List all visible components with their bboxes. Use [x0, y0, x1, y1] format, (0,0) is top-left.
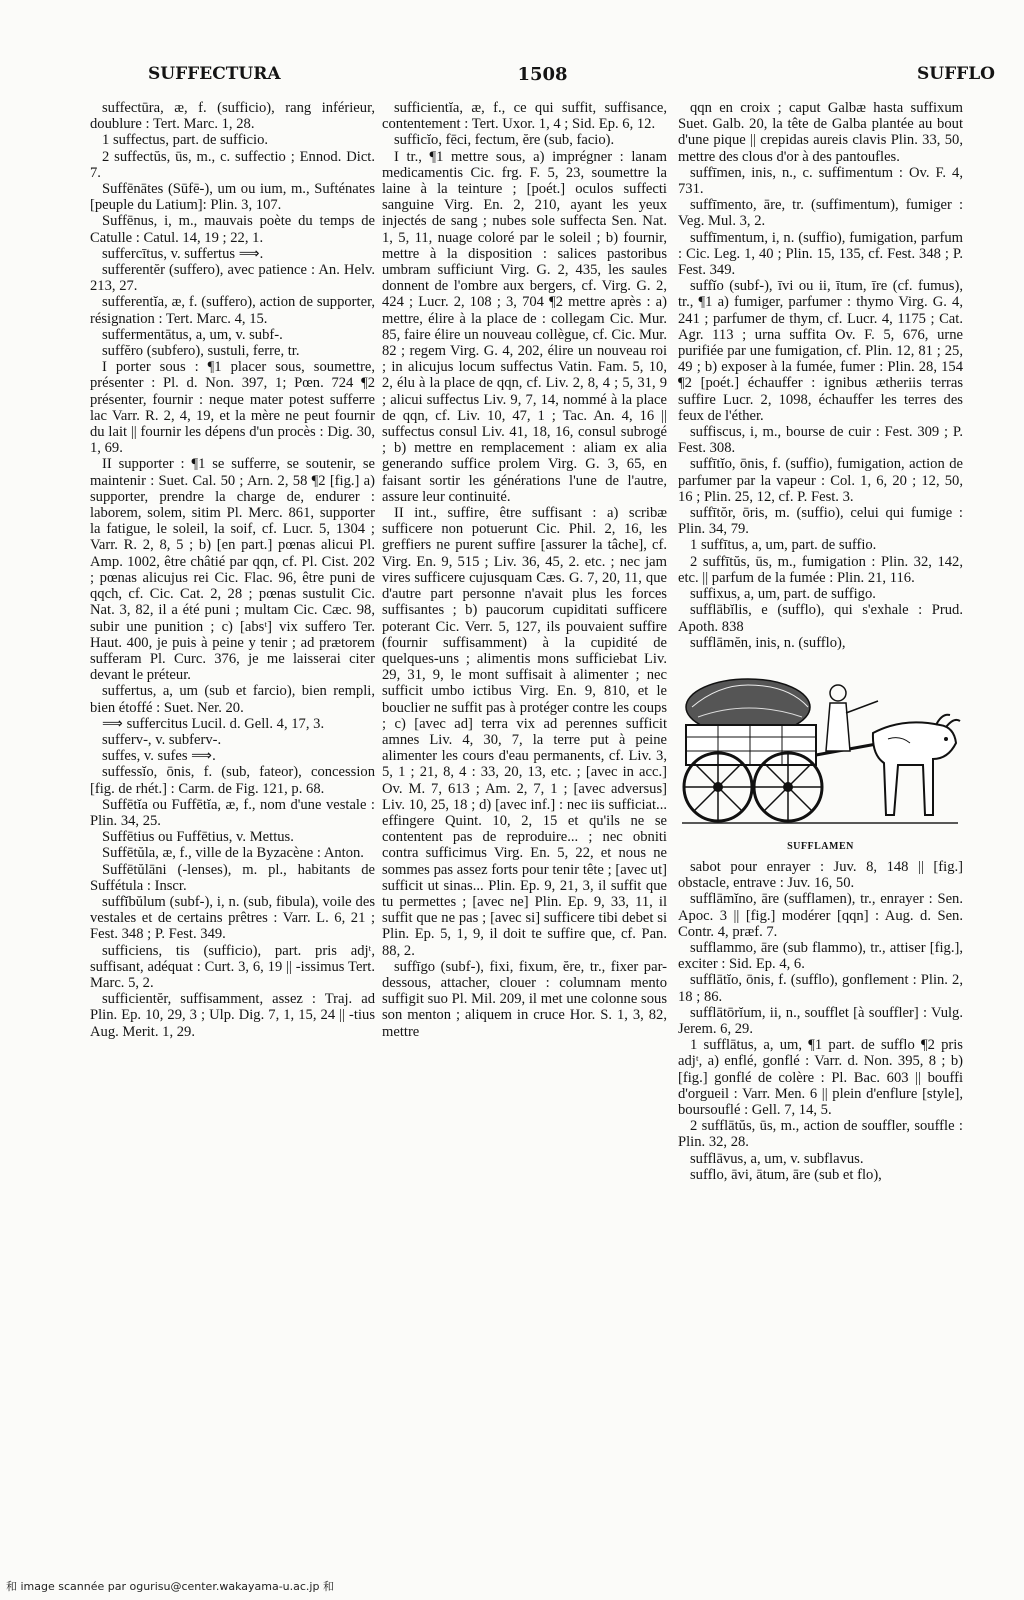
dictionary-entry: Suffētŭlāni (-lenses), m. pl., habitants de Suffétula : Inscr.	[90, 861, 375, 894]
dictionary-entry: I tr., ¶1 mettre sous, a) imprégner : lanam medicamentis Cic. frg. F. 5, 23, soumettre la laine à la teinture ; [poét.] oculos suffecti sanguine Virg. En. 2, 210, ayant les yeux injectés de sang ; nubes sole suffecta Sen. Nat. 1, 5, 11, nuage coloré par le soleil ; b) fournir, mettre à la disposition : salices pastoribus umbram sufficiunt Virg. G. 2, 435, les saules donnent de l'ombre aux bergers, cf. Virg. G. 2, 424 ; Lucr. 2, 108 ; 3, 704 ¶2 mettre après : a) mettre, élire à la place de : collegam Cic. Mur. 85, faire élire un nouveau collègue, cf. Cic. Mur. 82 ; regem Virg. G. 4, 202, élire un nouveau roi ; in alicujus locum suffectus Vatin. Fam. 5, 10, 2, élu à la place de qqn, cf. Liv. 2, 8, 4 ; 5, 31, 9 ; alicui suffectus Liv. 9, 7, 14, nommé à la place de qqn, cf. Liv. 10, 47, 1 ; Tac. An. 4, 16 || suffectus consul Liv. 41, 18, 16, consul subrogé ; b) mettre en remplacement : aliam ex alia generando suffice prolem Virg. G. 3, 65, en faisant sortir les générations l'une de l'autre, assure leur continuité.	[382, 148, 667, 505]
dictionary-entry: suffes, v. sufes ⟹.	[102, 748, 216, 765]
figure-caption: SUFFLAMEN	[787, 840, 854, 852]
dictionary-entry: suffĭo (subf-), īvi ou ii, ītum, īre (cf. fumus), tr., ¶1 a) fumiger, parfumer : thymo Virg. G. 4, 241 ; parfumer de thym, cf. Lucr. 4, 1175 ; Cat. Agr. 113 ; urna suffita Ov. F. 5, 676, urne purifiée par une fumigation, cf. Plin. 12, 81 ; 25, 49 ; b) exposer à la fumée, fumer : Plin. 28, 154 ¶2 [poét.] échauffer : ignibus ætheriis terras suffire Lucr. 2, 1098, échauffer les terres des feux de l'éther.	[678, 278, 963, 424]
dictionary-entry: suffīmen, inis, n., c. suffimentum : Ov. F. 4, 731.	[678, 164, 963, 198]
column-3	[678, 100, 963, 1555]
dictionary-entry: qqn en croix ; caput Galbæ hasta suffixum Suet. Galb. 20, la tête de Galba plantée au bout d'une pique || crepidas aureis clavis Plin. 33, 50, mettre des clous d'or à des pantoufles.	[678, 100, 963, 165]
dictionary-entry: sufficientĭa, æ, f., ce qui suffit, suffisance, contentement : Tert. Uxor. 1, 4 ; Sid. Ep. 6, 12.	[382, 100, 667, 133]
dictionary-entry: suffītŏr, ōris, m. (suffio), celui qui fumige : Plin. 34, 79.	[678, 505, 963, 538]
dictionary-entry: suffectūra, æ, f. (sufficio), rang inférieur, doublure : Tert. Marc. 1, 28.	[90, 100, 375, 133]
page-header	[90, 64, 995, 90]
dictionary-entry: II int., suffire, être suffisant : a) scribæ sufficere non potuerunt Cic. Phil. 2, 16, les greffiers ne purent suffire [assurer la tâche], cf. Virg. En. 9, 515 ; Liv. 36, 45, 2. etc. ; nec jam vires sufficere cujusquam Cæs. G. 7, 20, 11, que d'autre part personne n'avait plus les forces suffisantes ; b) paucorum cupiditati sufficere poterant Cic. Verr. 5, 127, ils pouvaient suffire (fournir suffisamment) à la cupidité de quelques-uns ; alimentis mons sufficiebat Liv. 29, 31, 9, le mont suffisait à alimenter ; nec sufficit umbo ictibus Virg. En. 9, 810, et le bouclier ne suffit pas à protéger contre les coups ; c) [avec ad] terra vix ad perennes sufficit amnes Liv. 4, 30, 7, la terre put à peine alimenter les cours d'eau permanents, cf. Liv. 3, 5, 1 ; 21, 8, 4 : 33, 20, 13, etc. ; [avec in acc.] Ov. M. 7, 613 ; Am. 2, 7, 1 ; [avec adversus] Liv. 10, 25, 18 ; d) [avec inf.] : nec iis sufficiat... effingere Quint. 10, 2, 15 et qu'ils ne se contentent pas de reproduire... ; nec obniti contra sufficimus Virg. En. 5, 22, et nous ne sommes pas assez forts pour tenir tête ; [avec ut] sufficit ut sinas... Plin. Ep. 9, 21, 3, il suffit que tu permettes ; [avec ne] Plin. Ep. 9, 33, 11, il suffit que ne pas ; [avec si] sufficere tibi debet si Plin. Ep. 5, 1, 9, il doit te suffire que, cf. Pan. 88, 2.	[382, 505, 667, 959]
dictionary-entry: suffītĭo, ōnis, f. (suffio), fumigation, action de parfumer par la vapeur : Col. 1, 6, 20 ; 12, 50, 16 ; Plin. 25, 12, cf. P. Fest. 3.	[678, 456, 963, 505]
dictionary-entry: suffixus, a, um, part. de suffigo.	[690, 586, 876, 603]
dictionary-entry: sufferv-, v. subferv-.	[102, 731, 222, 748]
dictionary-entry: sufflātōrĭum, ii, n., soufflet [à souffler] : Vulg. Jerem. 6, 29.	[678, 1004, 963, 1037]
dictionary-entry: ⟹ suffercitus Lucil. d. Gell. 4, 17, 3.	[102, 715, 325, 732]
dictionary-entry: sabot pour enrayer : Juv. 8, 148 || [fig.] obstacle, entrave : Juv. 16, 50.	[678, 858, 963, 892]
dictionary-entry: sufflammo, āre (sub flammo), tr., attiser [fig.], exciter : Sid. Ep. 4, 6.	[678, 939, 963, 973]
header-right-guideword: SUFFLO	[916, 64, 995, 84]
dictionary-entry: Suffēnus, i, m., mauvais poète du temps de Catulle : Catul. 14, 19 ; 22, 1.	[90, 213, 375, 246]
ox-cart-drawing	[678, 655, 963, 837]
column-2	[382, 100, 667, 1555]
dictionary-entry: suffīmento, āre, tr. (suffimentum), fumiger : Veg. Mul. 3, 2.	[678, 197, 963, 230]
dictionary-entry: Suffētius ou Fuffētius, v. Mettus.	[102, 829, 294, 846]
dictionary-entry: II supporter : ¶1 se sufferre, se soutenir, se maintenir : Suet. Cal. 50 ; Arn. 2, 58 ¶2 [fig.] a) supporter, prendre la charge de, endurer : laborem, solem, sitim Pl. Merc. 861, supporter la fatigue, le soleil, la soif, cf. Lucr. 5, 1304 ; Varr. R. 2, 8, 5 ; b) [en part.] pœnas alicui Pl. Amp. 1002, être châtié par qqn, cf. Pl. Cist. 202 ; pœnas alicujus rei Cic. Flac. 96, être puni de qqch, cf. Cic. Cat. 2, 28 ; pœnas sustulit Cic. Nat. 3, 82, il a été puni ; multam Cic. Cæc. 98, subir une punition ; c) [absᵗ] vix suffero Ter. Haut. 400, je puis à peine y tenir ; ad prætorem sufferam Pl. Curc. 376, je me laisserai citer devant le préteur.	[90, 456, 375, 684]
dictionary-entry: sufflāmĕn, inis, n. (sufflo),	[690, 634, 846, 651]
dictionary-entry: suffercītus, v. suffertus ⟹.	[102, 245, 264, 262]
dictionary-entry: sufflo, āvi, ātum, āre (sub et flo),	[690, 1166, 882, 1183]
dictionary-entry: Suffētŭla, æ, f., ville de la Byzacène : Anton.	[102, 845, 364, 862]
dictionary-entry: 1 suffectus, part. de sufficio.	[102, 132, 269, 149]
dictionary-entry: sufflāvus, a, um, v. subflavus.	[690, 1150, 864, 1167]
dictionary-entry: I porter sous : ¶1 placer sous, soumettre, présenter : Pl. d. Non. 397, 1; Pœn. 724 ¶2 présenter, fournir : neque mater potest sufferre lac Varr. R. 2, 4, 19, et la mère ne peut fournir du lait || fournir les dépens d'un procès : Dig. 30, 1, 69.	[90, 359, 375, 457]
dictionary-entry: 2 suffectŭs, ūs, m., c. suffectio ; Ennod. Dict. 7.	[90, 148, 375, 181]
dictionary-entry: suffĕro (subfero), sustuli, ferre, tr.	[102, 343, 300, 360]
sufflamen-illustration	[678, 655, 963, 855]
dictionary-entry: suffĭbŭlum (subf-), i, n. (sub, fibula), voile des vestales et de certains prêtres : Varr. L. 6, 21 ; Fest. 348 ; P. Fest. 349.	[90, 893, 375, 943]
dictionary-entry: sufficiens, tis (sufficio), part. pris adjᵗ, suffisant, adéquat : Curt. 3, 6, 19 || -issimus Tert. Marc. 5, 2.	[90, 942, 375, 991]
dictionary-entry: suffiscus, i, m., bourse de cuir : Fest. 309 ; P. Fest. 308.	[678, 424, 963, 457]
page-number: 1508	[517, 64, 568, 85]
dictionary-entry: sufferentĕr (suffero), avec patience : An. Helv. 213, 27.	[90, 262, 375, 295]
dictionary-entry: suffīmentum, i, n. (suffio), fumigation, parfum : Cic. Leg. 1, 40 ; Plin. 15, 135, cf. Fest. 348 ; P. Fest. 349.	[678, 229, 963, 279]
dictionary-entry: sufferentĭa, æ, f. (suffero), action de supporter, résignation : Tert. Marc. 4, 15.	[90, 294, 375, 327]
dictionary-entry: suffīgo (subf-), fixi, fixum, ĕre, tr., fixer par-dessous, attacher, clouer : columnam mento suffigit suo Pl. Mil. 209, il met une colonne sous son menton ; aliquem in cruce Hor. S. 1, 3, 82, mettre	[382, 958, 667, 1040]
dictionary-entry: sufficientĕr, suffisamment, assez : Traj. ad Plin. Ep. 10, 29, 3 ; Ulp. Dig. 7, 1, 15, 24 || -tius Aug. Merit. 1, 29.	[90, 991, 375, 1040]
scan-credit-footer: 和 image scannée par ogurisu@center.wakayama-u.ac.jp 和	[6, 1580, 334, 1593]
dictionary-entry: 1 suffītus, a, um, part. de suffio.	[690, 537, 877, 554]
dictionary-entry: suffertus, a, um (sub et farcio), bien rempli, bien étoffé : Suet. Ner. 20.	[90, 683, 375, 716]
dictionary-entry: 2 sufflātŭs, ūs, m., action de souffler, souffle : Plin. 32, 28.	[678, 1118, 963, 1151]
dictionary-entry: sufflātĭo, ōnis, f. (sufflo), gonflement : Plin. 2, 18 ; 86.	[678, 972, 963, 1005]
dictionary-entry: Suffēnātes (Sūfē-), um ou ium, m., Sufténates [peuple du Latium]: Plin. 3, 107.	[90, 181, 375, 214]
header-left-guideword: SUFFECTURA	[148, 64, 281, 84]
dictionary-entry: sufficĭo, fēci, fectum, ĕre (sub, facio).	[394, 132, 615, 149]
column-1	[90, 100, 375, 1555]
dictionary-entry: Suffētĭa ou Fuffētĭa, æ, f., nom d'une vestale : Plin. 34, 25.	[90, 796, 375, 829]
dictionary-entry: 1 sufflātus, a, um, ¶1 part. de sufflo ¶2 pris adjᵗ, a) enflé, gonflé : Varr. d. Non. 395, 8 ; b) [fig.] gonflé de colère : Pl. Bac. 603 || bouffi d'orgueil : Varr. Men. 6 || plein d'enflure [style], boursouflé : Gell. 7, 14, 5.	[678, 1037, 963, 1118]
dictionary-entry: 2 suffītŭs, ūs, m., fumigation : Plin. 32, 142, etc. || parfum de la fumée : Plin. 21, 116.	[678, 553, 963, 586]
dictionary-entry: suffessĭo, ōnis, f. (sub, fateor), concession [fig. de rhét.] : Carm. de Fig. 121, p. 68.	[90, 764, 375, 797]
dictionary-entry: sufflābĭlis, e (sufflo), qui s'exhale : Prud. Apoth. 838	[678, 602, 963, 635]
dictionary-entry: sufflāmĭno, āre (sufflamen), tr., enrayer : Sen. Apoc. 3 || [fig.] modérer [qqn] : Aug. d. Sen. Contr. 4, præf. 7.	[678, 891, 963, 940]
dictionary-entry: suffermentātus, a, um, v. subf-.	[102, 326, 283, 343]
